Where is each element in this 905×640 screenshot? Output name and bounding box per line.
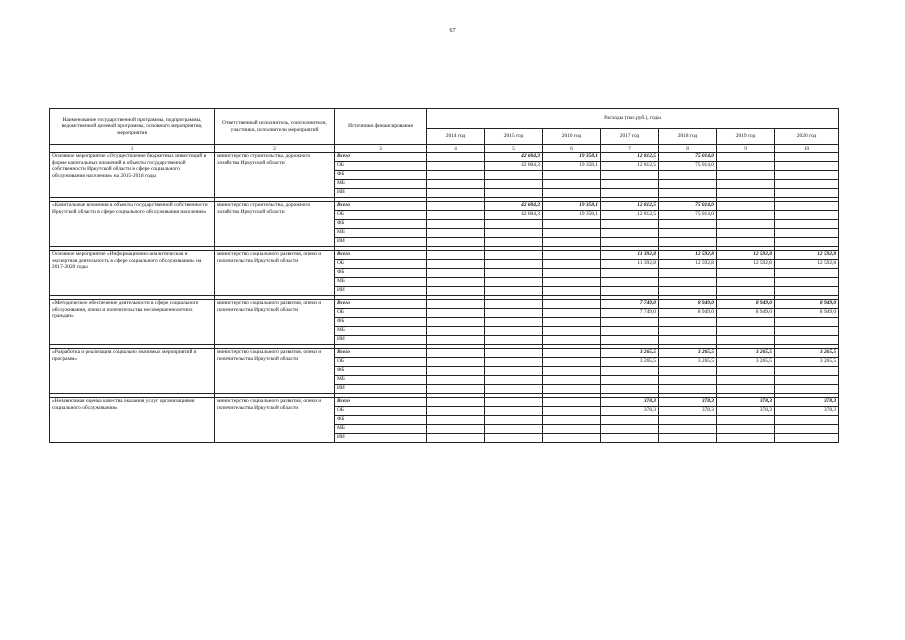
- amount-cell: 3 265,5: [601, 358, 659, 367]
- amount-cell: [543, 300, 601, 309]
- funding-source: ОБ: [335, 260, 427, 269]
- amount-cell: [427, 220, 485, 229]
- amount-cell: [427, 180, 485, 189]
- amount-cell: 7 749,0: [601, 309, 659, 318]
- amount-cell: [427, 269, 485, 278]
- amount-cell: [543, 336, 601, 345]
- amount-cell: [543, 358, 601, 367]
- amount-cell: 3 265,5: [659, 358, 717, 367]
- amount-cell: [601, 269, 659, 278]
- amount-cell: [427, 398, 485, 407]
- responsible-executor: министерство социального развития, опеки и попечительства Иркутской области: [215, 251, 335, 296]
- amount-cell: [427, 309, 485, 318]
- amount-cell: [775, 162, 839, 171]
- page-number: 67: [449, 28, 456, 34]
- amount-cell: [543, 189, 601, 198]
- amount-cell: [427, 407, 485, 416]
- amount-cell: [427, 238, 485, 247]
- amount-cell: [659, 229, 717, 238]
- amount-cell: [717, 425, 775, 434]
- funding-source: ОБ: [335, 407, 427, 416]
- amount-cell: [485, 425, 543, 434]
- amount-cell: [717, 153, 775, 162]
- funding-source: ОБ: [335, 358, 427, 367]
- amount-cell: [485, 336, 543, 345]
- amount-cell: 19 358,1: [543, 162, 601, 171]
- amount-cell: 8 949,0: [775, 309, 839, 318]
- amount-cell: [659, 269, 717, 278]
- funding-source: ОБ: [335, 309, 427, 318]
- funding-source: ИИ: [335, 434, 427, 443]
- amount-cell: [485, 416, 543, 425]
- funding-source: ФБ: [335, 367, 427, 376]
- amount-cell: [427, 260, 485, 269]
- header-responsible: Ответственный исполнитель, соисполнители, участники, исполнители мероприятий: [215, 109, 335, 145]
- amount-cell: [485, 318, 543, 327]
- amount-cell: [601, 327, 659, 336]
- amount-cell: [543, 220, 601, 229]
- amount-cell: [427, 385, 485, 394]
- amount-cell: [775, 367, 839, 376]
- amount-cell: [543, 349, 601, 358]
- funding-source: ИИ: [335, 189, 427, 198]
- header-year: 2015 год: [485, 129, 543, 145]
- amount-cell: [427, 251, 485, 260]
- amount-cell: [659, 385, 717, 394]
- amount-cell: [543, 229, 601, 238]
- funding-source: МБ: [335, 180, 427, 189]
- amount-cell: [775, 202, 839, 211]
- amount-cell: [775, 425, 839, 434]
- amount-cell: [659, 220, 717, 229]
- amount-cell: [775, 220, 839, 229]
- activity-name: Основное мероприятие «Информационно-аналитическая и экспертная деятельность в сфере социального обслуживания» на 2017-2020 годы: [50, 251, 215, 296]
- amount-cell: [543, 278, 601, 287]
- amount-cell: [485, 238, 543, 247]
- amount-cell: 11 392,8: [601, 251, 659, 260]
- amount-cell: [543, 287, 601, 296]
- activity-name: «Методическое обеспечение деятельности в сфере социального обслуживания, опеки и попечительства несовершеннолетних граждан»: [50, 300, 215, 345]
- funding-source: Всего: [335, 153, 427, 162]
- amount-cell: [659, 327, 717, 336]
- amount-cell: 42 604,3: [485, 162, 543, 171]
- amount-cell: [543, 269, 601, 278]
- amount-cell: [485, 398, 543, 407]
- amount-cell: [427, 434, 485, 443]
- amount-cell: [775, 153, 839, 162]
- funding-source: ФБ: [335, 269, 427, 278]
- amount-cell: [775, 211, 839, 220]
- amount-cell: [659, 318, 717, 327]
- table-header: [50, 109, 839, 153]
- header-year: 2016 год: [543, 129, 601, 145]
- amount-cell: 8 949,0: [717, 309, 775, 318]
- header-source: Источники финансирования: [335, 109, 427, 145]
- amount-cell: [543, 416, 601, 425]
- amount-cell: [775, 376, 839, 385]
- amount-cell: [717, 238, 775, 247]
- amount-cell: [717, 376, 775, 385]
- amount-cell: [717, 180, 775, 189]
- funding-source: ФБ: [335, 318, 427, 327]
- amount-cell: 12 592,8: [717, 260, 775, 269]
- amount-cell: [427, 336, 485, 345]
- amount-cell: [659, 376, 717, 385]
- header-name: Наименование государственной программы, подпрограммы, ведомственной целевой программы, основного мероприятия, мероприятия: [50, 109, 215, 145]
- responsible-executor: министерство строительства, дорожного хозяйства Иркутской области: [215, 153, 335, 198]
- amount-cell: [543, 309, 601, 318]
- header-index: 4: [427, 145, 485, 153]
- funding-source: ИИ: [335, 287, 427, 296]
- amount-cell: [485, 376, 543, 385]
- amount-cell: 12 592,8: [775, 260, 839, 269]
- amount-cell: [427, 171, 485, 180]
- amount-cell: [601, 287, 659, 296]
- amount-cell: [601, 376, 659, 385]
- funding-source: Всего: [335, 300, 427, 309]
- funding-source: Всего: [335, 251, 427, 260]
- amount-cell: [543, 407, 601, 416]
- amount-cell: [601, 180, 659, 189]
- amount-cell: 8 949,0: [659, 300, 717, 309]
- amount-cell: [775, 318, 839, 327]
- amount-cell: [427, 202, 485, 211]
- header-year: 2018 год: [659, 129, 717, 145]
- amount-cell: [659, 416, 717, 425]
- amount-cell: [485, 189, 543, 198]
- amount-cell: [485, 220, 543, 229]
- amount-cell: 8 949,0: [659, 309, 717, 318]
- amount-cell: [543, 398, 601, 407]
- amount-cell: [775, 189, 839, 198]
- amount-cell: [717, 367, 775, 376]
- amount-cell: 3 265,5: [775, 349, 839, 358]
- amount-cell: [427, 318, 485, 327]
- header-index: 8: [659, 145, 717, 153]
- amount-cell: [601, 425, 659, 434]
- amount-cell: 12 592,8: [659, 260, 717, 269]
- amount-cell: [717, 287, 775, 296]
- table-row: [50, 300, 839, 309]
- amount-cell: [427, 300, 485, 309]
- amount-cell: 75 014,0: [659, 162, 717, 171]
- amount-cell: [485, 327, 543, 336]
- amount-cell: [485, 251, 543, 260]
- amount-cell: [543, 238, 601, 247]
- amount-cell: [427, 229, 485, 238]
- amount-cell: 7 749,0: [601, 300, 659, 309]
- amount-cell: [485, 278, 543, 287]
- funding-source: МБ: [335, 278, 427, 287]
- amount-cell: [659, 278, 717, 287]
- amount-cell: 378,3: [659, 407, 717, 416]
- amount-cell: [485, 349, 543, 358]
- amount-cell: [775, 278, 839, 287]
- funding-source: МБ: [335, 327, 427, 336]
- funding-source: ИИ: [335, 336, 427, 345]
- amount-cell: [427, 367, 485, 376]
- activity-name: «Капитальные вложения в объекты государственной собственности Иркутской области в сфере социального обслуживания населения»: [50, 202, 215, 247]
- amount-cell: [659, 367, 717, 376]
- amount-cell: 12 812,5: [601, 162, 659, 171]
- amount-cell: [543, 318, 601, 327]
- amount-cell: [427, 278, 485, 287]
- header-year: 2020 год: [775, 129, 839, 145]
- funding-source: ИИ: [335, 385, 427, 394]
- amount-cell: [717, 327, 775, 336]
- amount-cell: [427, 327, 485, 336]
- amount-cell: [485, 300, 543, 309]
- amount-cell: [543, 385, 601, 394]
- amount-cell: [427, 425, 485, 434]
- funding-source: МБ: [335, 229, 427, 238]
- amount-cell: 378,3: [601, 407, 659, 416]
- amount-cell: [717, 434, 775, 443]
- header-index: 3: [335, 145, 427, 153]
- amount-cell: [485, 407, 543, 416]
- amount-cell: [775, 238, 839, 247]
- funding-source: Всего: [335, 202, 427, 211]
- amount-cell: [717, 336, 775, 345]
- amount-cell: 19 358,1: [543, 211, 601, 220]
- amount-cell: [775, 269, 839, 278]
- amount-cell: [427, 376, 485, 385]
- amount-cell: [543, 425, 601, 434]
- header-index: 9: [717, 145, 775, 153]
- amount-cell: [543, 171, 601, 180]
- header-index: 10: [775, 145, 839, 153]
- funding-source: ФБ: [335, 171, 427, 180]
- amount-cell: [601, 385, 659, 394]
- amount-cell: [543, 434, 601, 443]
- amount-cell: [543, 180, 601, 189]
- amount-cell: 378,3: [775, 407, 839, 416]
- amount-cell: 378,3: [717, 398, 775, 407]
- amount-cell: [717, 202, 775, 211]
- amount-cell: [601, 336, 659, 345]
- funding-source: ФБ: [335, 220, 427, 229]
- funding-source: ОБ: [335, 211, 427, 220]
- financing-table: [49, 108, 839, 443]
- amount-cell: [659, 238, 717, 247]
- activity-name: «Независимая оценка качества оказания услуг организациями социального обслуживания»: [50, 398, 215, 443]
- amount-cell: [601, 171, 659, 180]
- amount-cell: [659, 189, 717, 198]
- header-index: 7: [601, 145, 659, 153]
- table-row: [50, 251, 839, 260]
- amount-cell: [601, 238, 659, 247]
- amount-cell: 378,3: [717, 407, 775, 416]
- table-body: [50, 153, 839, 443]
- amount-cell: 3 265,5: [775, 358, 839, 367]
- amount-cell: [775, 171, 839, 180]
- amount-cell: [543, 260, 601, 269]
- amount-cell: 12 592,8: [659, 251, 717, 260]
- amount-cell: [659, 336, 717, 345]
- amount-cell: [717, 162, 775, 171]
- activity-name: Основное мероприятие «Осуществление бюджетных инвестиций в форме капитальных вложений в объекты государственной собственности Иркутской области в сфере социального обслуживания населения» на 2015-2018 годы: [50, 153, 215, 198]
- table-row: [50, 202, 839, 211]
- amount-cell: [485, 171, 543, 180]
- amount-cell: [543, 367, 601, 376]
- amount-cell: 3 265,5: [717, 349, 775, 358]
- amount-cell: [427, 349, 485, 358]
- amount-cell: [485, 180, 543, 189]
- amount-cell: [659, 287, 717, 296]
- amount-cell: [601, 220, 659, 229]
- amount-cell: [717, 211, 775, 220]
- header-index: 1: [50, 145, 215, 153]
- amount-cell: 19 358,1: [543, 153, 601, 162]
- amount-cell: [659, 425, 717, 434]
- amount-cell: [717, 269, 775, 278]
- amount-cell: [717, 278, 775, 287]
- amount-cell: [485, 385, 543, 394]
- amount-cell: 3 265,5: [659, 349, 717, 358]
- amount-cell: 3 265,5: [717, 358, 775, 367]
- amount-cell: [601, 367, 659, 376]
- amount-cell: 42 604,3: [485, 211, 543, 220]
- amount-cell: [717, 229, 775, 238]
- amount-cell: 8 949,0: [717, 300, 775, 309]
- table-row: [50, 153, 839, 162]
- responsible-executor: министерство строительства, дорожного хозяйства Иркутской области: [215, 202, 335, 247]
- amount-cell: 3 265,5: [601, 349, 659, 358]
- amount-cell: 12 592,8: [717, 251, 775, 260]
- header-index: 6: [543, 145, 601, 153]
- amount-cell: [543, 376, 601, 385]
- amount-cell: [775, 180, 839, 189]
- amount-cell: [717, 171, 775, 180]
- amount-cell: [543, 251, 601, 260]
- amount-cell: 19 358,1: [543, 202, 601, 211]
- amount-cell: [775, 287, 839, 296]
- amount-cell: 8 949,0: [775, 300, 839, 309]
- amount-cell: [485, 358, 543, 367]
- responsible-executor: министерство социального развития, опеки и попечительства Иркутской области: [215, 300, 335, 345]
- amount-cell: [601, 229, 659, 238]
- amount-cell: [485, 287, 543, 296]
- amount-cell: [601, 278, 659, 287]
- funding-source: ИИ: [335, 238, 427, 247]
- amount-cell: 11 392,8: [601, 260, 659, 269]
- header-index: 2: [215, 145, 335, 153]
- amount-cell: 75 014,0: [659, 211, 717, 220]
- amount-cell: [427, 211, 485, 220]
- amount-cell: [775, 434, 839, 443]
- header-year: 2019 год: [717, 129, 775, 145]
- amount-cell: 12 812,5: [601, 153, 659, 162]
- amount-cell: [427, 358, 485, 367]
- amount-cell: 378,3: [775, 398, 839, 407]
- funding-source: Всего: [335, 349, 427, 358]
- amount-cell: [485, 229, 543, 238]
- amount-cell: 12 812,5: [601, 211, 659, 220]
- amount-cell: [427, 287, 485, 296]
- amount-cell: 42 604,3: [485, 153, 543, 162]
- funding-source: ОБ: [335, 162, 427, 171]
- header-year: 2014 год: [427, 129, 485, 145]
- amount-cell: [775, 336, 839, 345]
- amount-cell: [659, 180, 717, 189]
- amount-cell: [717, 318, 775, 327]
- amount-cell: 12 592,8: [775, 251, 839, 260]
- amount-cell: [601, 318, 659, 327]
- amount-cell: [601, 416, 659, 425]
- amount-cell: [427, 416, 485, 425]
- amount-cell: [427, 162, 485, 171]
- amount-cell: [427, 153, 485, 162]
- amount-cell: 378,3: [601, 398, 659, 407]
- amount-cell: [601, 434, 659, 443]
- amount-cell: 75 014,0: [659, 202, 717, 211]
- amount-cell: [717, 220, 775, 229]
- table-row: [50, 398, 839, 407]
- header-year: 2017 год: [601, 129, 659, 145]
- amount-cell: [717, 189, 775, 198]
- header-expenses: Расходы (тыс.руб.), годы: [427, 109, 839, 129]
- responsible-executor: министерство социального развития, опеки и попечительства Иркутской области: [215, 349, 335, 394]
- amount-cell: 378,3: [659, 398, 717, 407]
- amount-cell: [659, 171, 717, 180]
- amount-cell: [427, 189, 485, 198]
- amount-cell: [601, 189, 659, 198]
- funding-source: ФБ: [335, 416, 427, 425]
- amount-cell: [543, 327, 601, 336]
- amount-cell: [775, 385, 839, 394]
- amount-cell: [485, 434, 543, 443]
- amount-cell: [775, 327, 839, 336]
- amount-cell: [485, 260, 543, 269]
- responsible-executor: министерство социального развития, опеки и попечительства Иркутской области: [215, 398, 335, 443]
- funding-source: Всего: [335, 398, 427, 407]
- amount-cell: [775, 416, 839, 425]
- amount-cell: [485, 309, 543, 318]
- amount-cell: 75 014,0: [659, 153, 717, 162]
- amount-cell: [659, 434, 717, 443]
- amount-cell: [775, 229, 839, 238]
- amount-cell: [485, 269, 543, 278]
- amount-cell: [717, 416, 775, 425]
- funding-source: МБ: [335, 425, 427, 434]
- activity-name: «Разработка и реализация социально значимых мероприятий и программ»: [50, 349, 215, 394]
- header-index: 5: [485, 145, 543, 153]
- amount-cell: 42 604,3: [485, 202, 543, 211]
- amount-cell: [485, 367, 543, 376]
- table-row: [50, 349, 839, 358]
- amount-cell: [717, 385, 775, 394]
- funding-source: МБ: [335, 376, 427, 385]
- amount-cell: 12 812,5: [601, 202, 659, 211]
